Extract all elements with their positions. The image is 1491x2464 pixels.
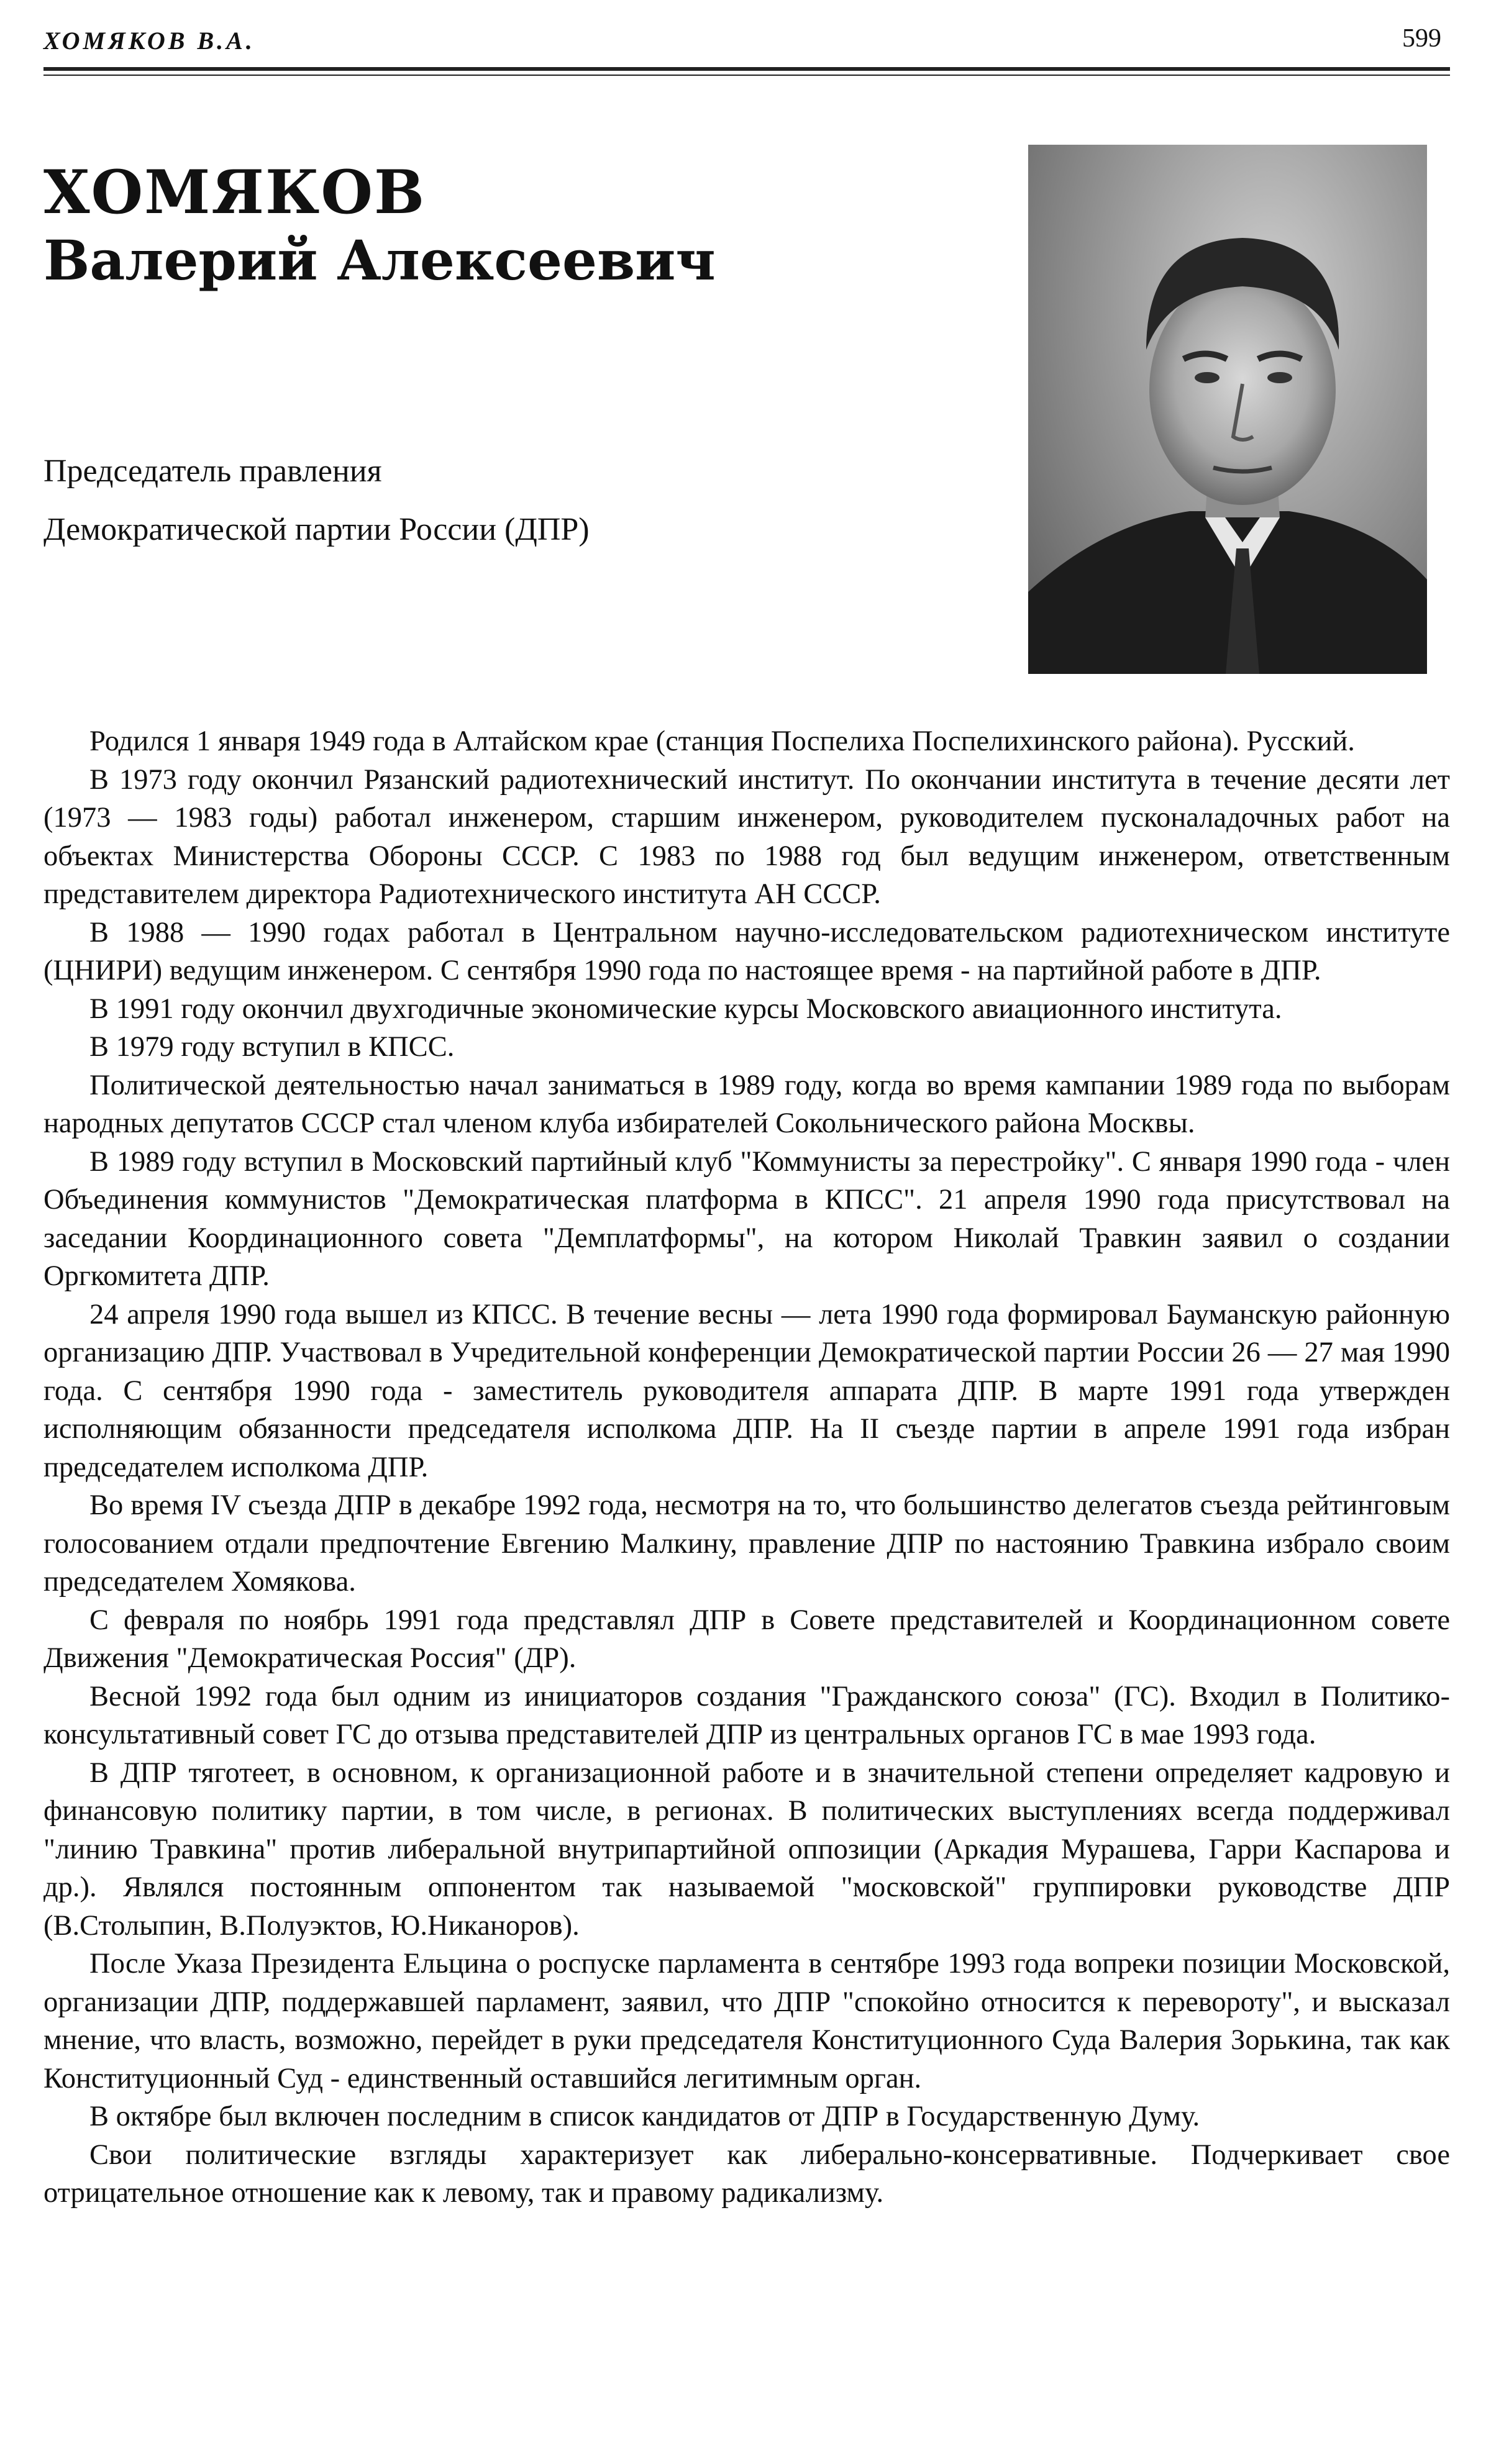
bio-paragraph: Политической деятельностью начал заниматься в 1989 году, когда во время кампании 1989 года по выборам народных депутатов СССР стал членом клуба избирателей Сокольнического района Москвы.	[43, 1069, 1450, 1139]
portrait-photo	[1028, 145, 1427, 674]
bio-paragraph: В 1979 году вступил в КПСС.	[89, 1031, 455, 1063]
bio-paragraph: Свои политические взгляды характеризует как либерально-консервативные. Подчеркивает свое отрицательное отношение как к левому, так и правому радикализму.	[43, 2139, 1450, 2209]
bio-paragraph: Весной 1992 года был одним из инициаторов создания "Гражданского союза" (ГС). Входил в Политико-консультативный совет ГС до отзыва представителей ДПР из центральных органов ГС в мае 1993 года.	[43, 1680, 1450, 1750]
bio-paragraph: С февраля по ноябрь 1991 года представлял ДПР в Совете представителей и Координационном совете Движения "Демократическая Россия" (ДР).	[43, 1604, 1450, 1674]
biography	[43, 722, 1450, 2212]
bio-paragraph: После Указа Президента Ельцина о роспуске парламента в сентябре 1993 года вопреки позиции Московской, организации ДПР, поддержавшей парламент, заявил, что ДПР "спокойно относится к перевороту", и высказал мнение, что власть, возможно, перейдет в руки председателя Конституционного Суда Валерия Зорькина, так как Конституционный Суд - единственный оставшийся легитимным орган.	[43, 1948, 1450, 2094]
surname-heading: ХОМЯКОВ	[43, 157, 426, 227]
bio-paragraph: В 1991 году окончил двухгодичные экономические курсы Московского авиационного института.	[89, 993, 1282, 1025]
bio-paragraph: В 1973 году окончил Рязанский радиотехнический институт. По окончании института в течение десяти лет (1973 — 1983 годы) работал инженером, старшим инженером, руководителем пусконаладочных работ на объектах Министерства Обороны СССР. С 1983 по 1988 год был ведущим инженером, ответственным представителем директора Радиотехнического института АН СССР.	[43, 763, 1450, 910]
bio-paragraph: 24 апреля 1990 года вышел из КПСС. В течение весны — лета 1990 года формировал Бауманскую районную организацию ДПР. Участвовал в Учредительной конференции Демократической партии России 26 — 27 мая 1990 года. С сентября 1990 года - заместитель руководителя аппарата ДПР. В марте 1991 года утвержден исполняющим обязанности председателя исполкома ДПР. На II съезде партии в апреле 1991 года избран председателем исполкома ДПР.	[43, 1298, 1450, 1483]
position-line: Демократической партии России (ДПР)	[43, 512, 590, 547]
given-names-heading: Валерий Алексеевич	[43, 228, 716, 293]
bio-paragraph: В 1988 — 1990 годах работал в Центральном научно-исследовательском радиотехническом институте (ЦНИРИ) ведущим инженером. С сентября 1990 года по настоящее время - на партийной работе в ДПР.	[43, 916, 1450, 986]
position-line: Председатель правления	[43, 453, 382, 489]
portrait-icon	[1028, 145, 1427, 674]
running-head: ХОМЯКОВ В.А.	[43, 27, 255, 55]
bio-paragraph: В ДПР тяготеет, в основном, к организационной работе и в значительной степени определяет кадровую и финансовую политику партии, в том числе, в регионах. В политических выступлениях всегда поддерживал "линию Травкина" против либеральной внутрипартийной оппозиции (Аркадия Мурашева, Гарри Каспарова и др.). Являлся постоянным оппонентом так называемой "московской" группировки руководстве ДПР (В.Столыпин, В.Полуэктов, Ю.Никаноров).	[43, 1757, 1450, 1942]
bio-paragraph: Родился 1 января 1949 года в Алтайском крае (станция Поспелиха Поспелихинского района). Русский.	[89, 725, 1355, 757]
page-number: 599	[1402, 24, 1441, 53]
header-rule-thin	[43, 75, 1450, 76]
bio-paragraph: В 1989 году вступил в Московский партийный клуб "Коммунисты за перестройку". С января 1990 года - член Объединения коммунистов "Демократическая платформа в КПСС". 21 апреля 1990 года присутствовал на заседании Координационного совета "Демплатформы", на котором Николай Травкин заявил о создании Оргкомитета ДПР.	[43, 1145, 1450, 1292]
position-title	[43, 442, 590, 559]
header-rule-thick	[43, 67, 1450, 71]
bio-paragraph: В октябре был включен последним в список кандидатов от ДПР в Государственную Думу.	[89, 2101, 1200, 2132]
bio-paragraph: Во время IV съезда ДПР в декабре 1992 года, несмотря на то, что большинство делегатов съезда рейтинговым голосованием отдали предпочтение Евгению Малкину, правление ДПР по настоянию Травкина избрало своим председателем Хомякова.	[43, 1489, 1450, 1598]
